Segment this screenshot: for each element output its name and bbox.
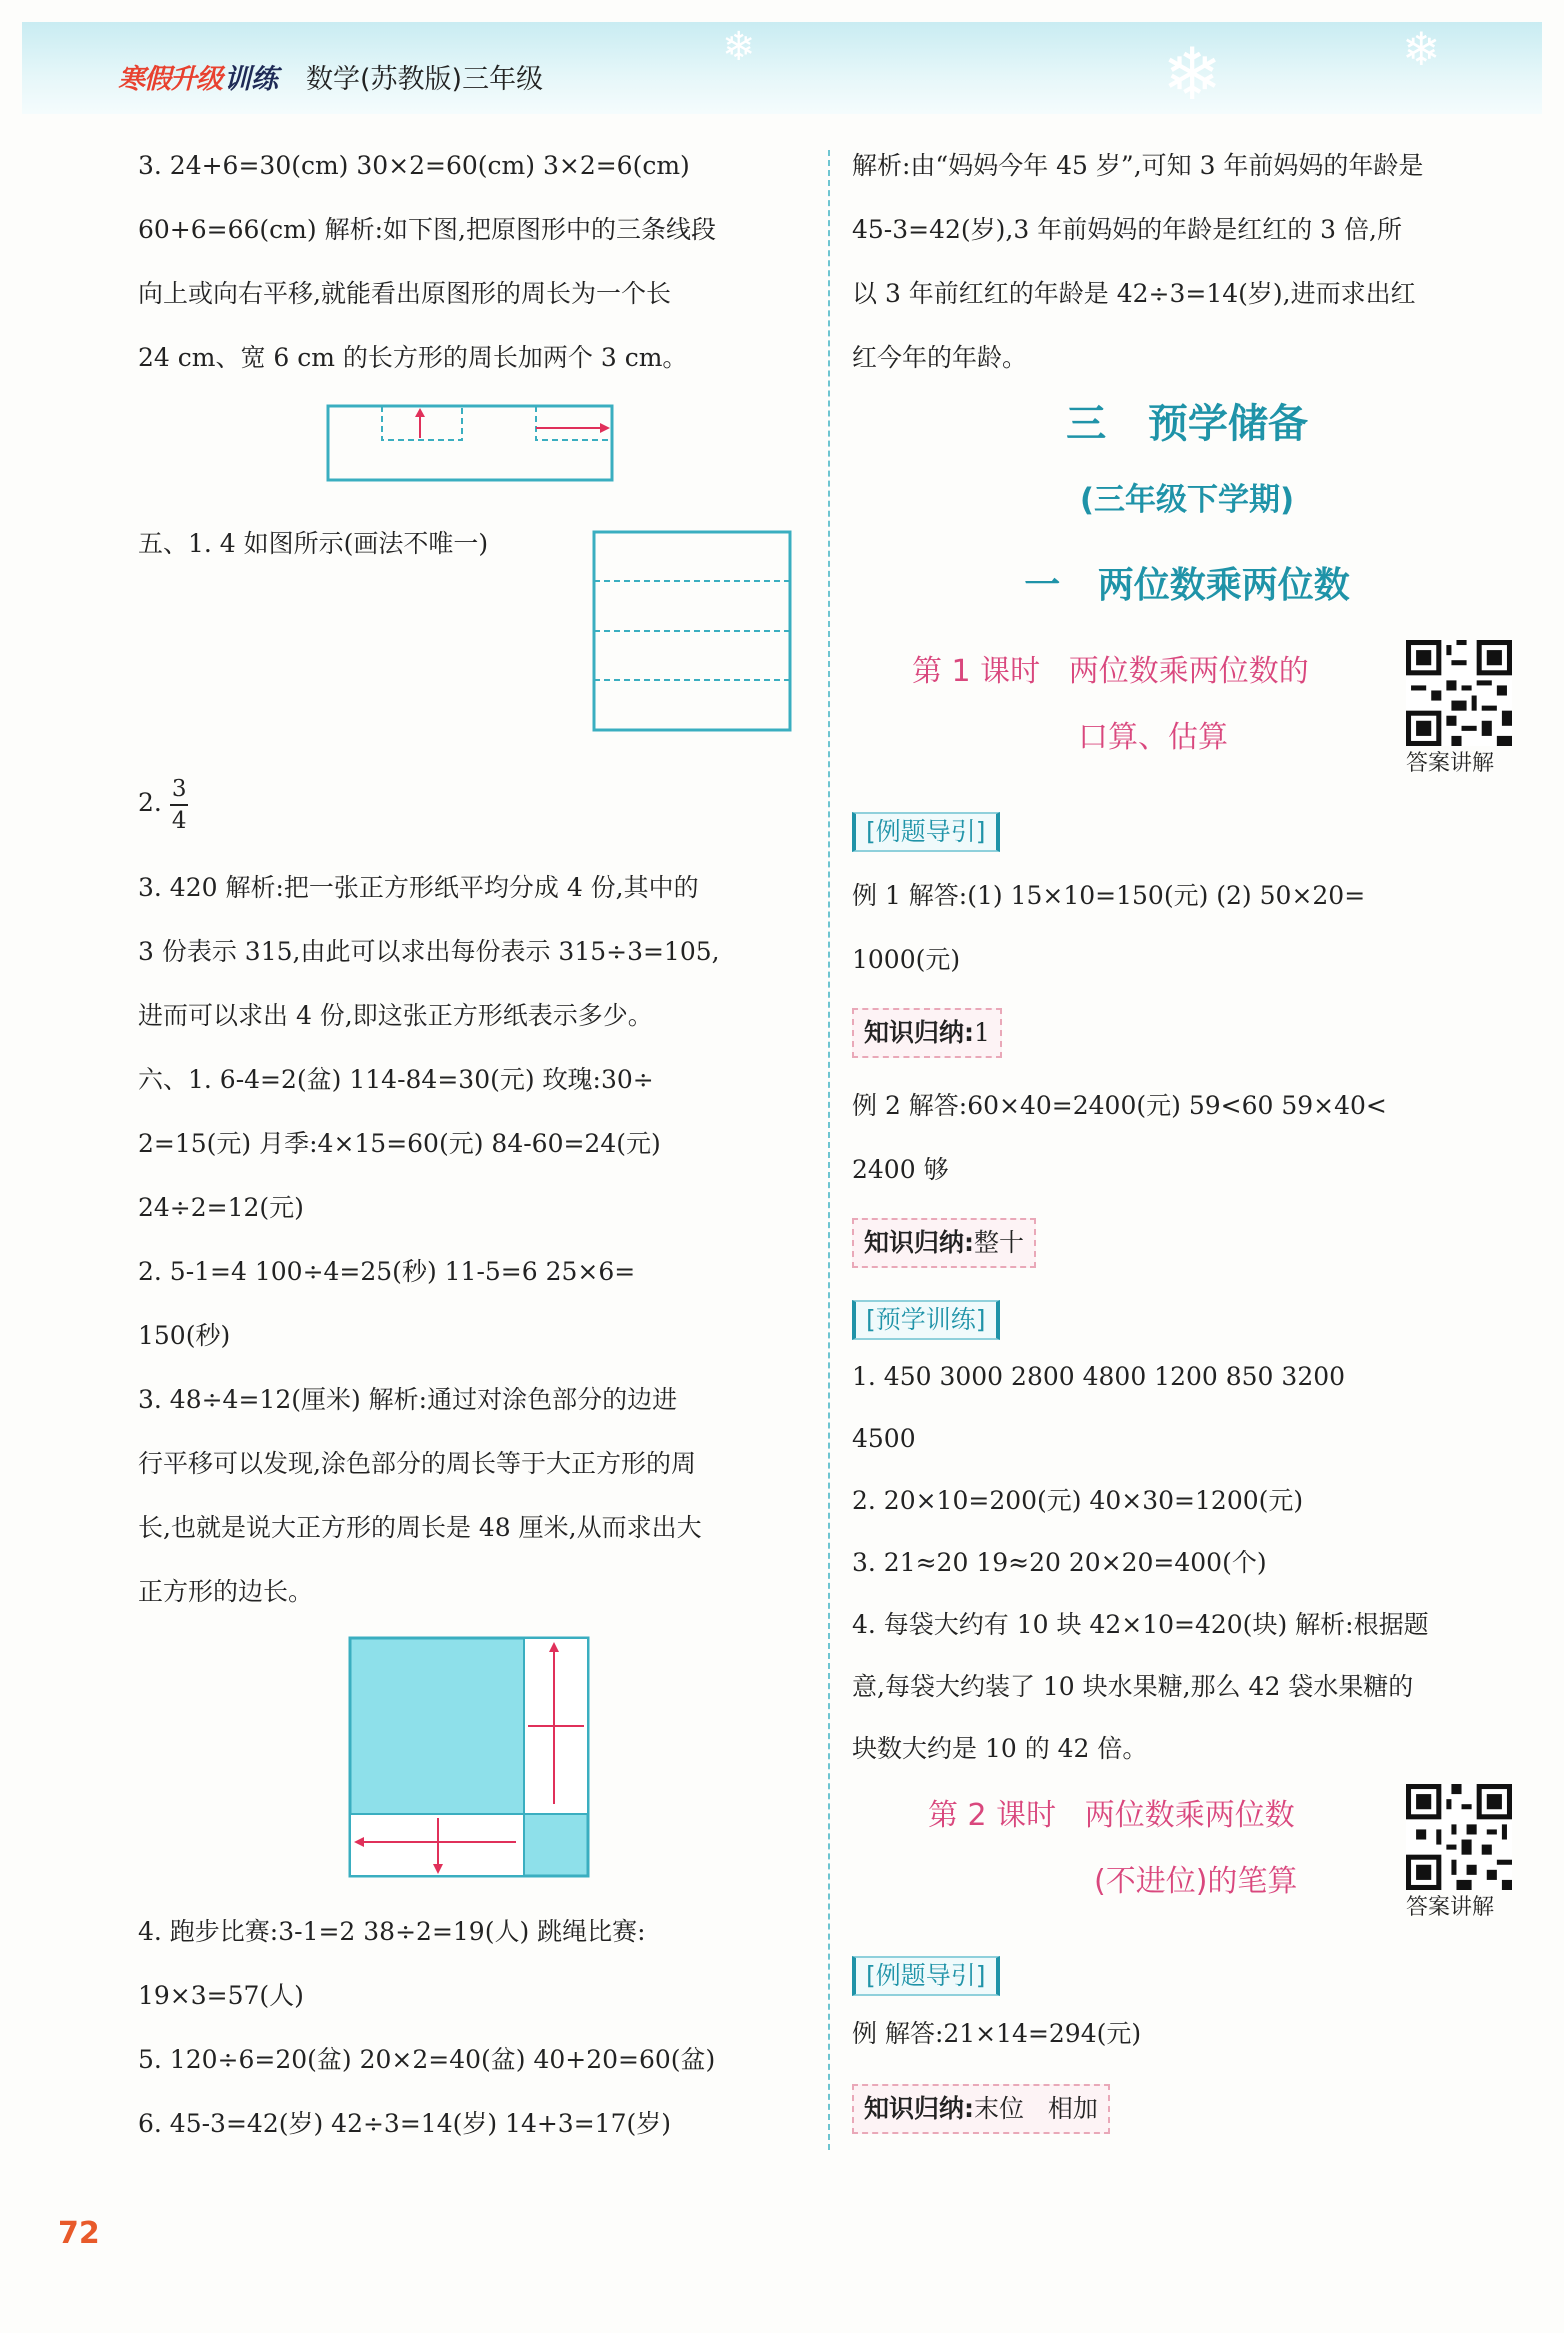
- fraction: [170, 774, 189, 836]
- text-line: 1000(元): [852, 945, 961, 974]
- text-line: 解析:由“妈妈今年 45 岁”,可知 3 年前妈妈的年龄是: [852, 151, 1424, 180]
- knowledge-value: 末位 相加: [974, 2094, 1098, 2123]
- text-line: 意,每袋大约装了 10 块水果糖,那么 42 袋水果糖的: [852, 1672, 1414, 1701]
- fraction-answer: [138, 768, 188, 838]
- left-column-s6-end: [138, 1900, 715, 2156]
- text-line: 行平移可以发现,涂色部分的周长等于大正方形的周: [138, 1449, 696, 1478]
- left-column: [138, 134, 808, 390]
- snowflake-icon: ❄: [1402, 22, 1441, 76]
- text-line: 向上或向右平移,就能看出原图形的周长为一个长: [138, 279, 671, 308]
- text-line: 六、1. 6-4=2(盆) 114-84=30(元) 玫瑰:30÷: [138, 1065, 654, 1094]
- example3: [852, 2002, 1141, 2066]
- brand-title-suffix: 训练: [224, 63, 278, 95]
- text-line: 2. 20×10=200(元) 40×30=1200(元): [852, 1486, 1304, 1515]
- example1: [852, 864, 1365, 992]
- figure-rectangle-translate: [326, 404, 616, 484]
- lesson1-title: 第 1 课时 两位数乘两位数的: [912, 654, 1309, 689]
- knowledge-box-2: [852, 1218, 1036, 1268]
- section-subtitle: (三年级下学期): [1079, 482, 1295, 518]
- text-line: 以 3 年前红红的年龄是 42÷3=14(岁),进而求出红: [852, 279, 1416, 308]
- page-number: 72: [58, 2216, 100, 2251]
- knowledge-label: 知识归纳:: [864, 2094, 974, 2123]
- tag-practice: [852, 1300, 1000, 1340]
- left-column-s5-s6: [138, 856, 720, 1624]
- text-line: 正方形的边长。: [138, 1577, 314, 1606]
- text-line: 例 解答:21×14=294(元): [852, 2019, 1142, 2048]
- figure-rectangle-quarters: [592, 530, 792, 732]
- subject-title: 数学(苏教版)三年级: [306, 63, 544, 95]
- text-line: 3. 24+6=30(cm) 30×2=60(cm) 3×2=6(cm): [138, 151, 690, 180]
- figure-shaded-square: [348, 1636, 590, 1880]
- unit-title: 一 两位数乘两位数: [1024, 565, 1350, 606]
- text-line: 块数大约是 10 的 42 倍。: [852, 1734, 1148, 1763]
- fraction-denominator: 4: [171, 807, 187, 834]
- text-line: 2400 够: [852, 1155, 949, 1184]
- tag-example-2: [852, 1956, 1000, 1996]
- brand-title: 寒假升级: [118, 63, 222, 95]
- text-line: 2. 5-1=4 100÷4=25(秒) 11-5=6 25×6=: [138, 1257, 636, 1286]
- tag-label: [例题导引]: [852, 1956, 1000, 1996]
- section-title: 三 预学储备: [1066, 401, 1308, 447]
- text-line: 3. 420 解析:把一张正方形纸平均分成 4 份,其中的: [138, 873, 699, 902]
- snowflake-icon: ❄: [722, 24, 756, 70]
- lesson2-title: 第 2 课时 两位数乘两位数: [928, 1798, 1295, 1833]
- qr-label: 答案讲解: [1406, 1895, 1495, 1920]
- knowledge-box: [852, 1218, 1036, 1268]
- text-line: 1. 450 3000 2800 4800 1200 850 3200: [852, 1362, 1346, 1391]
- knowledge-value: 1: [974, 1018, 990, 1047]
- qr-label: 答案讲解: [1406, 751, 1495, 776]
- lesson2-title-cont: (不进位)的笔算: [1094, 1864, 1298, 1899]
- text-line: 19×3=57(人): [138, 1981, 304, 2010]
- knowledge-label: 知识归纳:: [864, 1228, 974, 1257]
- text-line: 24 cm、宽 6 cm 的长方形的周长加两个 3 cm。: [138, 343, 688, 372]
- right-column: [852, 134, 1522, 390]
- tag-label: [例题导引]: [852, 812, 1000, 852]
- text-line: 4500: [852, 1424, 916, 1453]
- knowledge-box: [852, 1008, 1002, 1058]
- text-line: 例 1 解答:(1) 15×10=150(元) (2) 50×20=: [852, 881, 1366, 910]
- text-line: 5. 120÷6=20(盆) 20×2=40(盆) 40+20=60(盆): [138, 2045, 716, 2074]
- text-line: 45-3=42(岁),3 年前妈妈的年龄是红红的 3 倍,所: [852, 215, 1402, 244]
- text-line: 6. 45-3=42(岁) 42÷3=14(岁) 14+3=17(岁): [138, 2109, 671, 2138]
- tag-example: [852, 812, 1000, 852]
- header-brand: [118, 54, 543, 98]
- text-line: 3 份表示 315,由此可以求出每份表示 315÷3=105,: [138, 937, 720, 966]
- text-line: 4. 每袋大约有 10 块 42×10=420(块) 解析:根据题: [852, 1610, 1429, 1639]
- text-line: 3. 48÷4=12(厘米) 解析:通过对涂色部分的边进: [138, 1385, 678, 1414]
- tag-label: [预学训练]: [852, 1300, 1000, 1340]
- knowledge-label: 知识归纳:: [864, 1018, 974, 1047]
- text-line: 例 2 解答:60×40=2400(元) 59<60 59×40<: [852, 1091, 1387, 1120]
- qr-code-icon[interactable]: [1406, 640, 1512, 746]
- fraction-numerator: 3: [170, 774, 189, 806]
- practice-answers: [852, 1346, 1429, 1780]
- text-line: 五、1. 4 如图所示(画法不唯一): [138, 529, 489, 558]
- text-line: 2.: [138, 788, 162, 817]
- text-line: 60+6=66(cm) 解析:如下图,把原图形中的三条线段: [138, 215, 716, 244]
- text-line: 4. 跑步比赛:3-1=2 38÷2=19(人) 跳绳比赛:: [138, 1917, 646, 1946]
- text-line: 红今年的年龄。: [852, 343, 1028, 372]
- knowledge-value: 整十: [974, 1228, 1025, 1257]
- lesson1-title-cont: 口算、估算: [1078, 720, 1228, 755]
- knowledge-box-3: [852, 2084, 1110, 2134]
- knowledge-box-1: [852, 1008, 1002, 1058]
- text-line: 150(秒): [138, 1321, 231, 1350]
- text-line: 2=15(元) 月季:4×15=60(元) 84-60=24(元): [138, 1129, 661, 1158]
- column-divider: [828, 150, 830, 2150]
- text-line: 3. 21≈20 19≈20 20×20=400(个): [852, 1548, 1267, 1577]
- text-line: 长,也就是说大正方形的周长是 48 厘米,从而求出大: [138, 1513, 702, 1542]
- example2: [852, 1074, 1387, 1202]
- knowledge-box: [852, 2084, 1110, 2134]
- snowflake-icon: ❄: [1162, 32, 1223, 116]
- qr-code-icon[interactable]: [1406, 1784, 1512, 1890]
- left-column-s5: [138, 512, 488, 576]
- text-line: 进而可以求出 4 份,即这张正方形纸表示多少。: [138, 1001, 653, 1030]
- text-line: 24÷2=12(元): [138, 1193, 304, 1222]
